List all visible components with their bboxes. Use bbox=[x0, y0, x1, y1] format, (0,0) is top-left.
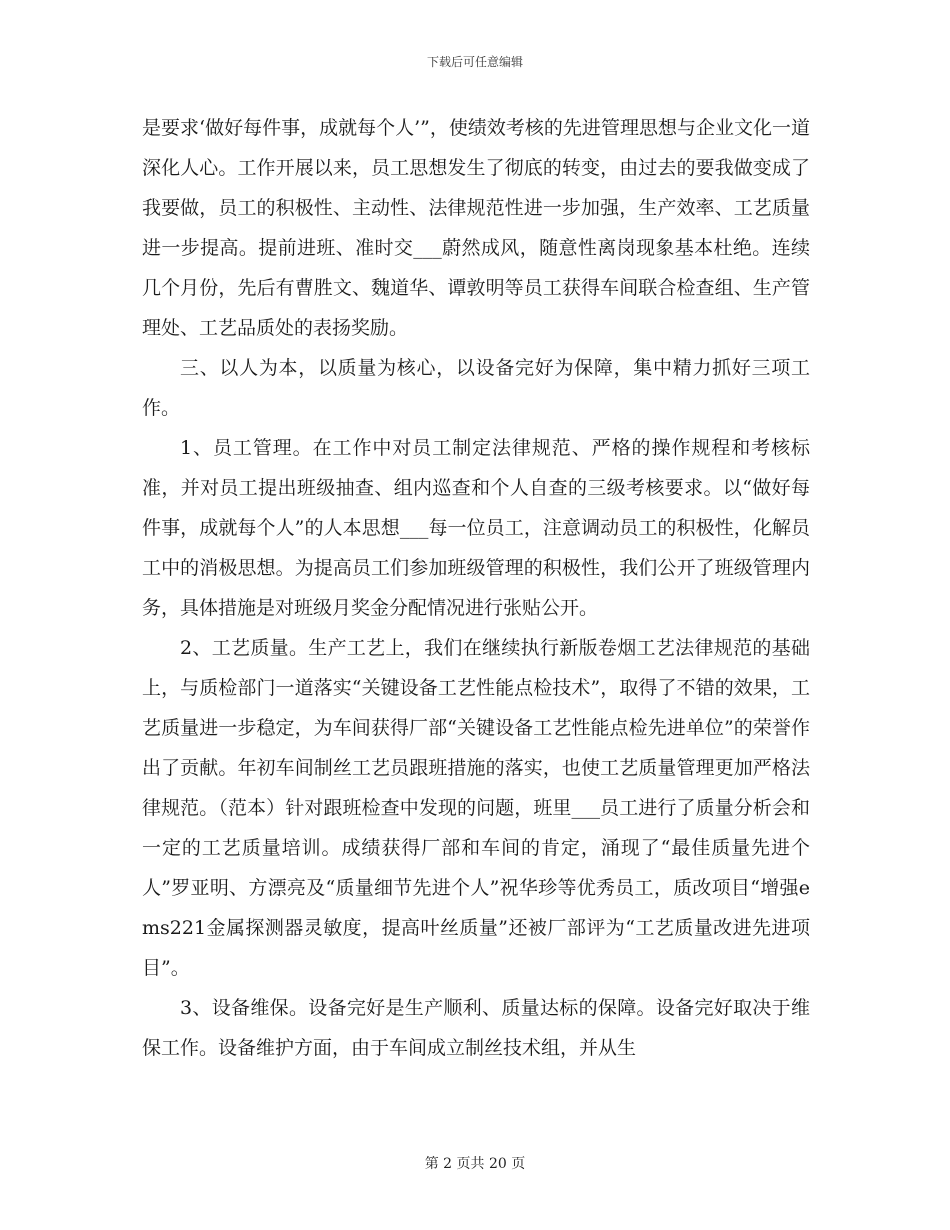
section-heading-three: 三、以人为本，以质量为核心，以设备完好为保障，集中精力抓好三项工作。 bbox=[142, 357, 810, 419]
paragraph-continuation: 是要求‘做好每件事，成就每个人’”，使绩效考核的先进管理思想与企业文化一道深化人心。工作开展以来，员工思想发生了彻底的转变，由过去的要我做变成了我要做，员工的积极性、主动性、法律规范性进一步加强，生产效率、工艺质量进一步提高。提前进班、准时交___蔚然成风，随意性离岗现象基本杜绝。连续几个月份，先后有曹胜文、魏道华、谭敦明等员工获得车间联合检查组、生产管理处、工艺品质处的表扬奖励。 bbox=[142, 117, 810, 339]
document-body bbox=[142, 108, 810, 1068]
paragraph-staff-management: 1、员工管理。在工作中对员工制定法律规范、严格的操作规程和考核标准，并对员工提出班级抽查、组内巡查和个人自查的三级考核要求。以“做好每件事，成就每个人”的人本思想___每一位员工，注意调动员工的积极性，化解员工中的消极思想。为提高员工们参加班级管理的积极性，我们公开了班级管理内务，具体措施是对班级月奖金分配情况进行张贴公开。 bbox=[142, 437, 810, 619]
page-header: 下载后可任意编辑 bbox=[426, 55, 523, 69]
paragraph-equipment-maintenance: 3、设备维保。设备完好是生产顺利、质量达标的保障。设备完好取决于维保工作。设备维护方面，由于车间成立制丝技术组，并从生 bbox=[142, 997, 810, 1059]
page-footer: 第 2 页共 20 页 bbox=[424, 1156, 526, 1172]
paragraph-process-quality: 2、工艺质量。生产工艺上，我们在继续执行新版卷烟工艺法律规范的基础上，与质检部门一道落实“关键设备工艺性能点检技术”，取得了不错的效果，工艺质量进一步稳定，为车间获得厂部“关键设备工艺性能点检先进单位”的荣誉作出了贡献。年初车间制丝工艺员跟班措施的落实，也使工艺质量管理更加严格法律规范。（范本）针对跟班检查中发现的问题，班里___员工进行了质量分析会和一定的工艺质量培训。成绩获得厂部和车间的肯定，涌现了“最佳质量先进个人”罗亚明、方漂亮及“质量细节先进个人”祝华珍等优秀员工，质改项目“增强ems221金属探测器灵敏度，提高叶丝质量”还被厂部评为“工艺质量改进先进项目”。 bbox=[142, 637, 810, 979]
